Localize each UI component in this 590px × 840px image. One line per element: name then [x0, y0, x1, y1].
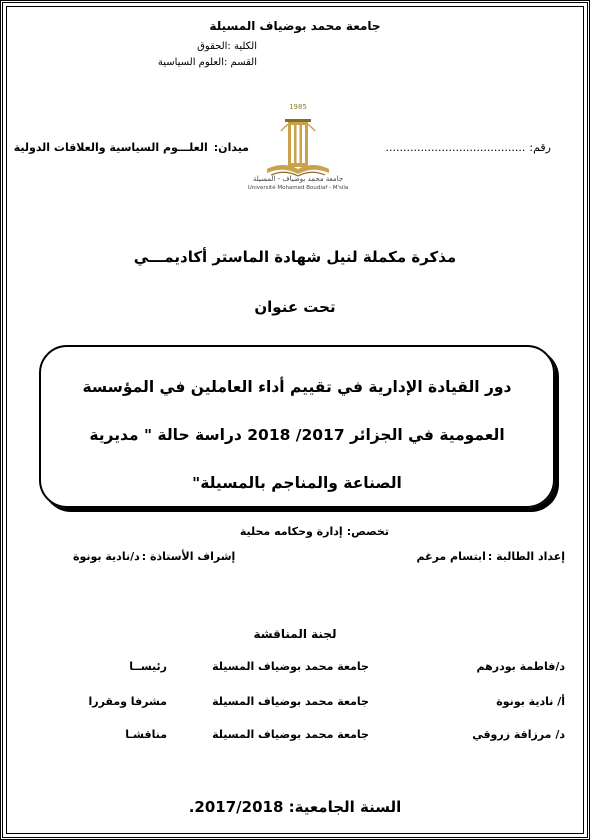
field-line: [14, 141, 249, 154]
thesis-title-line-3: الصناعة والمناجم بالمسيلة": [192, 474, 402, 492]
committee-title: لجنة المناقشة: [253, 627, 337, 641]
logo-year: 1985: [289, 103, 307, 111]
reference-number: [386, 141, 551, 154]
university-emblem-icon: [243, 111, 353, 183]
committee-member-row: [3, 695, 587, 715]
university-name: جامعة محمد بوضياف المسيلة: [209, 19, 381, 33]
logo-caption-ar: جامعة محمد بوضياف - المسيلة: [252, 175, 344, 183]
member-university: جامعة محمد بوضياف المسيلة: [212, 695, 369, 708]
department-name: القسم :العلوم السياسية: [157, 57, 257, 68]
thesis-title-line-1: دور القيادة الإدارية في تقييم أداء العاملين في المؤسسة: [82, 378, 512, 396]
member-university: جامعة محمد بوضياف المسيلة: [212, 728, 369, 741]
supervisor-line: [73, 550, 235, 563]
academic-year: السنة الجامعية: 2017/2018.: [188, 798, 402, 816]
speciality-value: إدارة وحكامه محلية: [239, 525, 343, 538]
logo-caption-fr: Université Mohamed Boudiaf - M'sila: [247, 185, 349, 191]
thesis-title-box: [39, 345, 555, 508]
member-name: أ/ نادية بونوة: [496, 695, 565, 708]
number-dots: ........................................: [385, 141, 526, 154]
memo-type: مذكرة مكملة لنيل شهادة الماستر أكاديمـــي: [133, 248, 457, 266]
thesis-title-line-2: العمومية في الجزائر 2017/ 2018 دراسة حالة " مديرية: [89, 426, 505, 444]
supervisor-label: إشراف الأستاذة :: [141, 550, 236, 563]
member-name: د/فاطمة بودرهم: [476, 660, 565, 673]
member-role: رئيســا: [129, 660, 167, 673]
field-label: ميدان:: [213, 141, 249, 154]
number-label: رقم:: [529, 141, 551, 154]
student-line: [416, 550, 565, 563]
committee-member-row: [3, 728, 587, 748]
committee-member-row: [3, 660, 587, 680]
member-name: د/ مرزاقة زروقي: [472, 728, 565, 741]
member-role: مناقشـا: [125, 728, 167, 741]
supervisor-name: د/نادية بونوة: [73, 550, 140, 563]
student-name: ابتسام مرغم: [416, 550, 486, 563]
faculty-name: الكلية :الحقوق: [197, 41, 257, 52]
student-label: إعداد الطالبة :: [487, 550, 565, 563]
speciality-label: تخصص:: [346, 525, 389, 538]
field-value: العلـــوم السياسية والعلاقات الدولية: [13, 141, 208, 154]
under-title-label: تحت عنوان: [254, 298, 336, 316]
university-logo: [243, 103, 353, 198]
member-role: مشرفا ومقررا: [88, 695, 167, 708]
speciality-line: [240, 525, 389, 538]
member-university: جامعة محمد بوضياف المسيلة: [212, 660, 369, 673]
